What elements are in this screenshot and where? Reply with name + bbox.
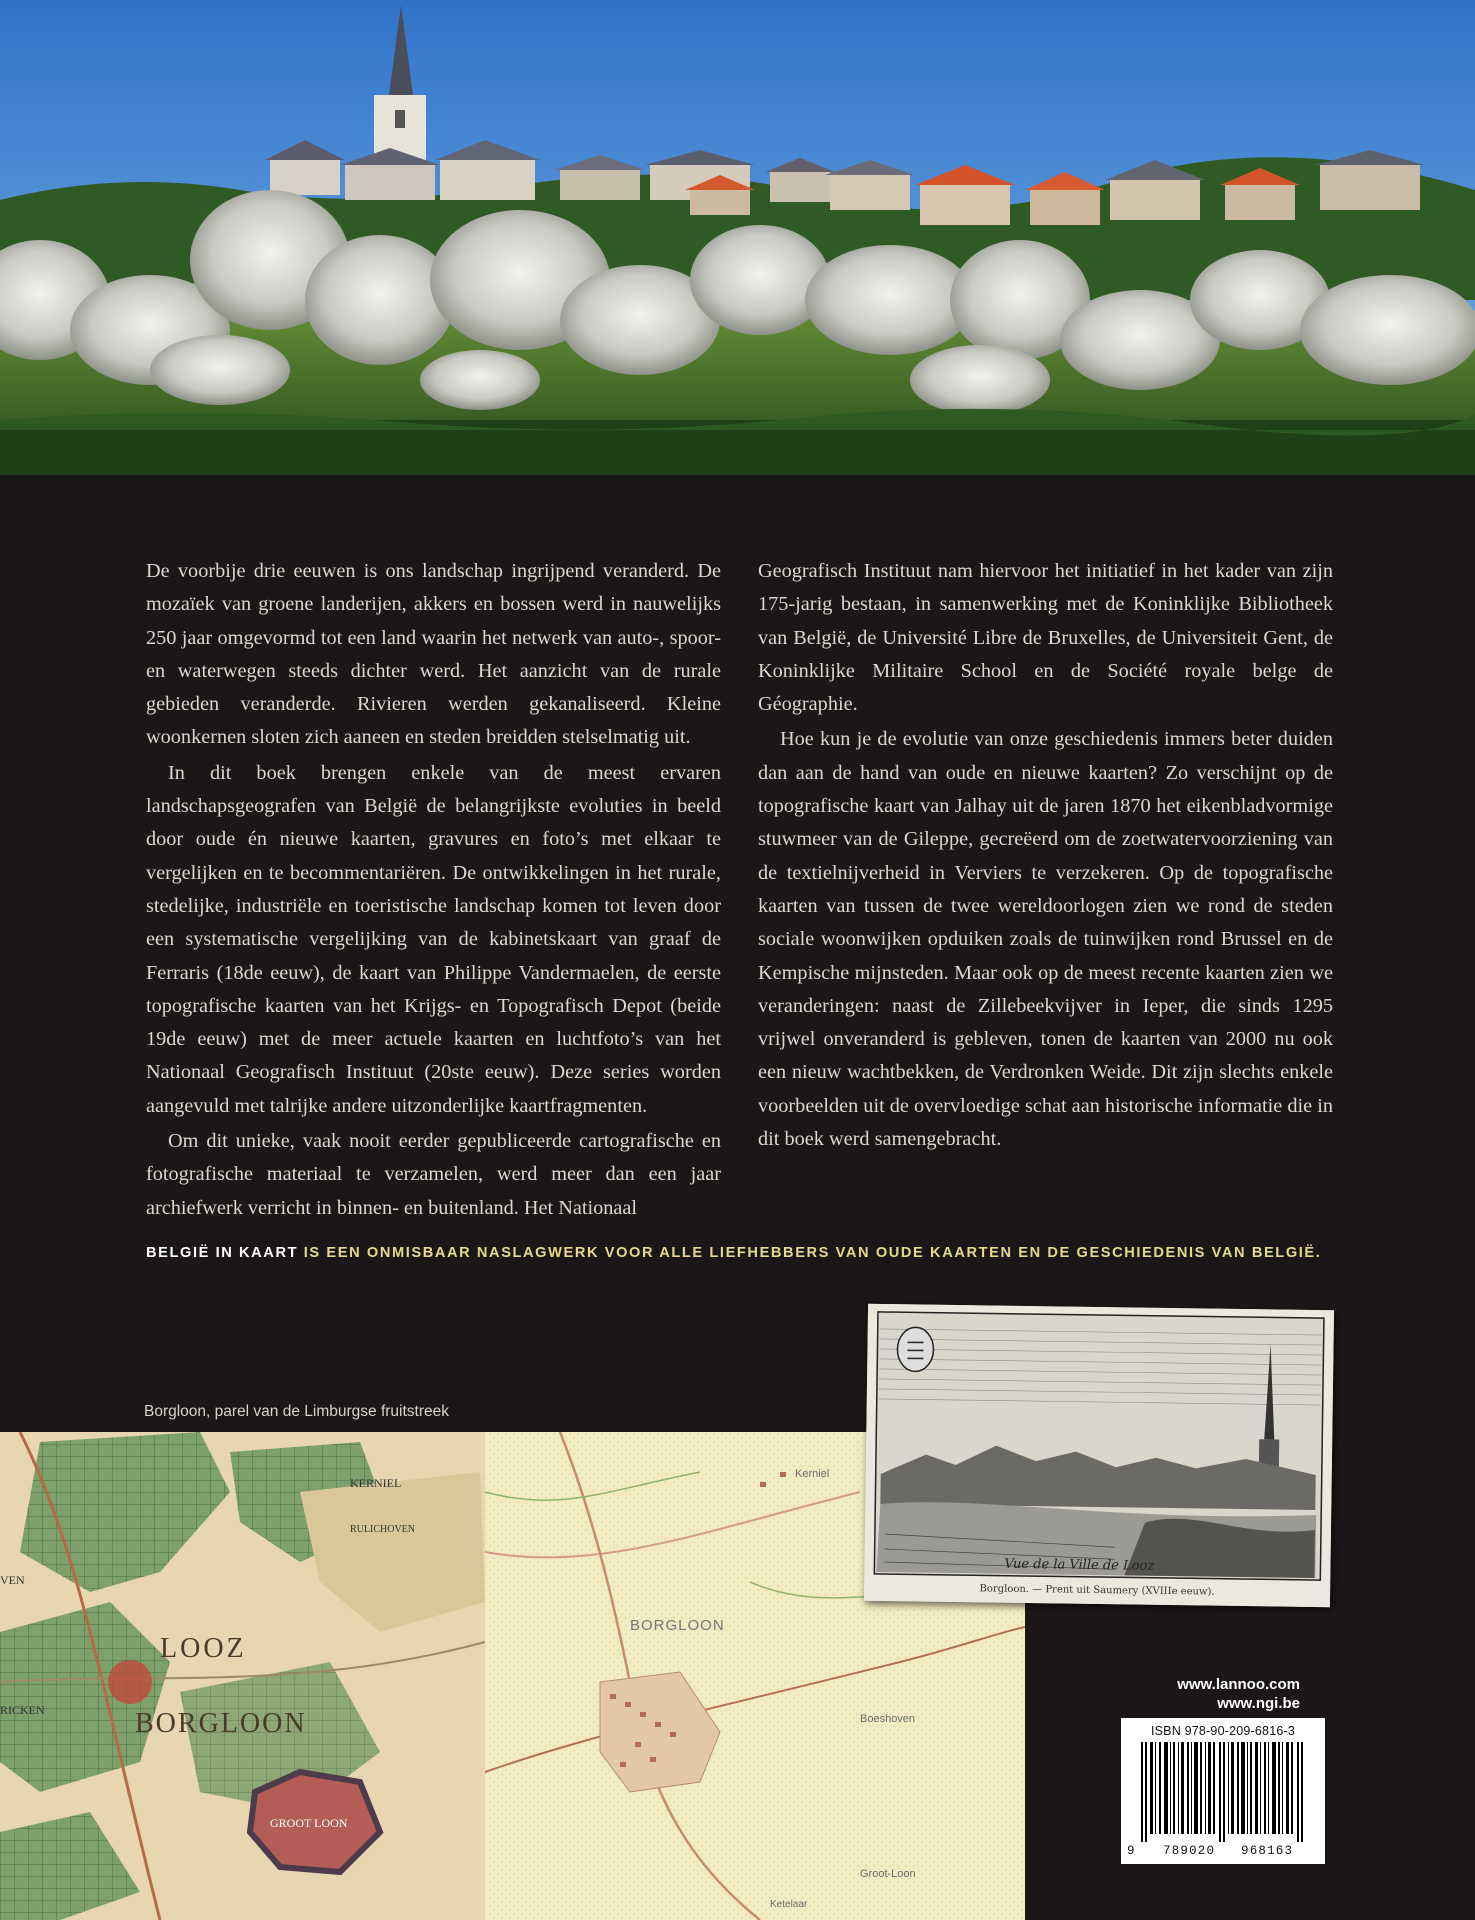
map-label: GROOT LOON xyxy=(270,1816,348,1830)
ean-left-group: 789020 xyxy=(1163,1844,1216,1858)
map-label: RULICHOVEN xyxy=(350,1524,415,1535)
paragraph: In dit boek brengen enkele van de meest ervaren landschapsgeografen van België de belangrijkste evoluties in beeld door oude én nieuwe kaarten, gravures en foto’s met elkaar te vergelijken en te becommentariëren. De ontwikkelingen in het rurale, stedelijke, industriële en toeristische landschap komen tot leven door een systematische vergelijking van de kabinetskaart van graaf de Ferraris (18de eeuw), de kaart van Philippe Vandermaelen, de eerste topografische kaarten van het Krijgs- en Topografisch Depot (beide 19de eeuw) met de meer actuele kaarten en luchtfoto’s van het Nationaal Geografisch Instituut (20ste eeuw). Deze series worden aangevuld met talrijke andere uitzonderlijke kaartfragmenten. xyxy=(146,761,721,1117)
paragraph: Om dit unieke, vaak nooit eerder gepubliceerde cartografische en fotografische materiaal te verzamelen, werd meer dan een jaar archiefwerk verricht in binnen- en buitenland. Het Nationaal xyxy=(146,1130,721,1219)
paragraph: Geografisch Instituut nam hiervoor het initiatief in het kader van zijn 175-jarig bestaan, in samenwerking met de Koninklijke Bibliotheek van België, de Université Libre de Bruxelles, de Universiteit Gent, de Koninklijke Militaire School en de Société royale belge de Géographie. xyxy=(758,560,1333,716)
map-label: VEN xyxy=(0,1573,25,1587)
paragraph: De voorbije drie eeuwen is ons landschap ingrijpend veranderd. De mozaïek van groene landerijen, akkers en bossen werd in nauwelijks 250 jaar omgevormd tot een land waarin het netwerk van auto-, spoor- en waterwegen steeds dichter werd. Het aanzicht van de rurale gebieden veranderde. Rivieren werden gekanaliseerd. Kleine woonkernen sloten zich aaneen en steden breidden stelselmatig uit. xyxy=(146,560,721,749)
map-label: Ketelaar xyxy=(770,1899,808,1910)
body-text-left-column xyxy=(146,555,721,1225)
url-ngi[interactable]: www.ngi.be xyxy=(1217,1695,1300,1712)
engraving-image xyxy=(864,1304,1334,1607)
book-title: BELGIË IN KAART xyxy=(146,1245,299,1261)
ean-digit: 9 xyxy=(1127,1844,1135,1858)
map-label: LOOZ xyxy=(160,1633,247,1664)
paragraph: Hoe kun je de evolutie van onze geschiedenis immers beter duiden dan aan de hand van oude en nieuwe kaarten? Zo verschijnt op de topografische kaart van Jalhay uit de jaren 1870 het eikenbladvormige stuwmeer van de Gileppe, gecreëerd om de zoetwatervoorziening van de textielnijverheid in Verviers te verzekeren. Op de topografische kaarten van tussen de twee wereldoorlogen zien we rond de steden sociale woonwijken opduiken zoals de tuinwijken rond Brussel en de Kempische mijnsteden. Maar ook op de meest recente kaarten zien we veranderingen: naast de Zillebeekvijver in Ieper, die sinds 1295 vrijwel onveranderd is gebleven, tonen de kaarten van 2000 nu ook een nieuw wachtbekken, de Verdronken Weide. Dit zijn slechts enkele voorbeelden uit de overvloedige schat aan historische informatie die in dit boek werd samengebracht. xyxy=(758,728,1334,1151)
body-text-right-column xyxy=(758,555,1333,1156)
map-label: BORGLOON xyxy=(630,1617,725,1634)
map-label: RICKEN xyxy=(0,1703,45,1717)
isbn-barcode xyxy=(1121,1718,1325,1864)
publisher-urls xyxy=(1100,1675,1300,1713)
tagline-text: IS EEN ONMISBAAR NASLAGWERK VOOR ALLE LIEFHEBBERS VAN OUDE KAARTEN EN DE GESCHIEDENIS VAN BELGIË. xyxy=(298,1245,1322,1261)
map-label: Kerniel xyxy=(795,1468,830,1480)
map-label: Boeshoven xyxy=(860,1713,916,1725)
photo-caption: Borgloon, parel van de Limburgse fruitstreek xyxy=(144,1403,449,1420)
borgloon-orchard-image xyxy=(0,0,1475,475)
tagline xyxy=(146,1245,1336,1261)
landscape-photo xyxy=(0,0,1475,475)
engraving-caption: Borgloon. — Prent uit Saumery (XVIIIe eeuw). xyxy=(979,1583,1215,1598)
ean-right-group: 968163 xyxy=(1241,1844,1294,1858)
isbn-number: ISBN 978-90-209-6816-3 xyxy=(1150,1724,1296,1738)
map-label: KERNIEL xyxy=(350,1476,402,1490)
map-label: Groot-Loon xyxy=(860,1868,916,1880)
engraving-title: Vue de la Ville de Looz xyxy=(1004,1556,1155,1574)
map-label: BORGLOON xyxy=(135,1708,307,1739)
url-lannoo[interactable]: www.lannoo.com xyxy=(1177,1676,1300,1693)
barcode-bars xyxy=(1131,1742,1315,1842)
engraving-print xyxy=(864,1304,1334,1607)
